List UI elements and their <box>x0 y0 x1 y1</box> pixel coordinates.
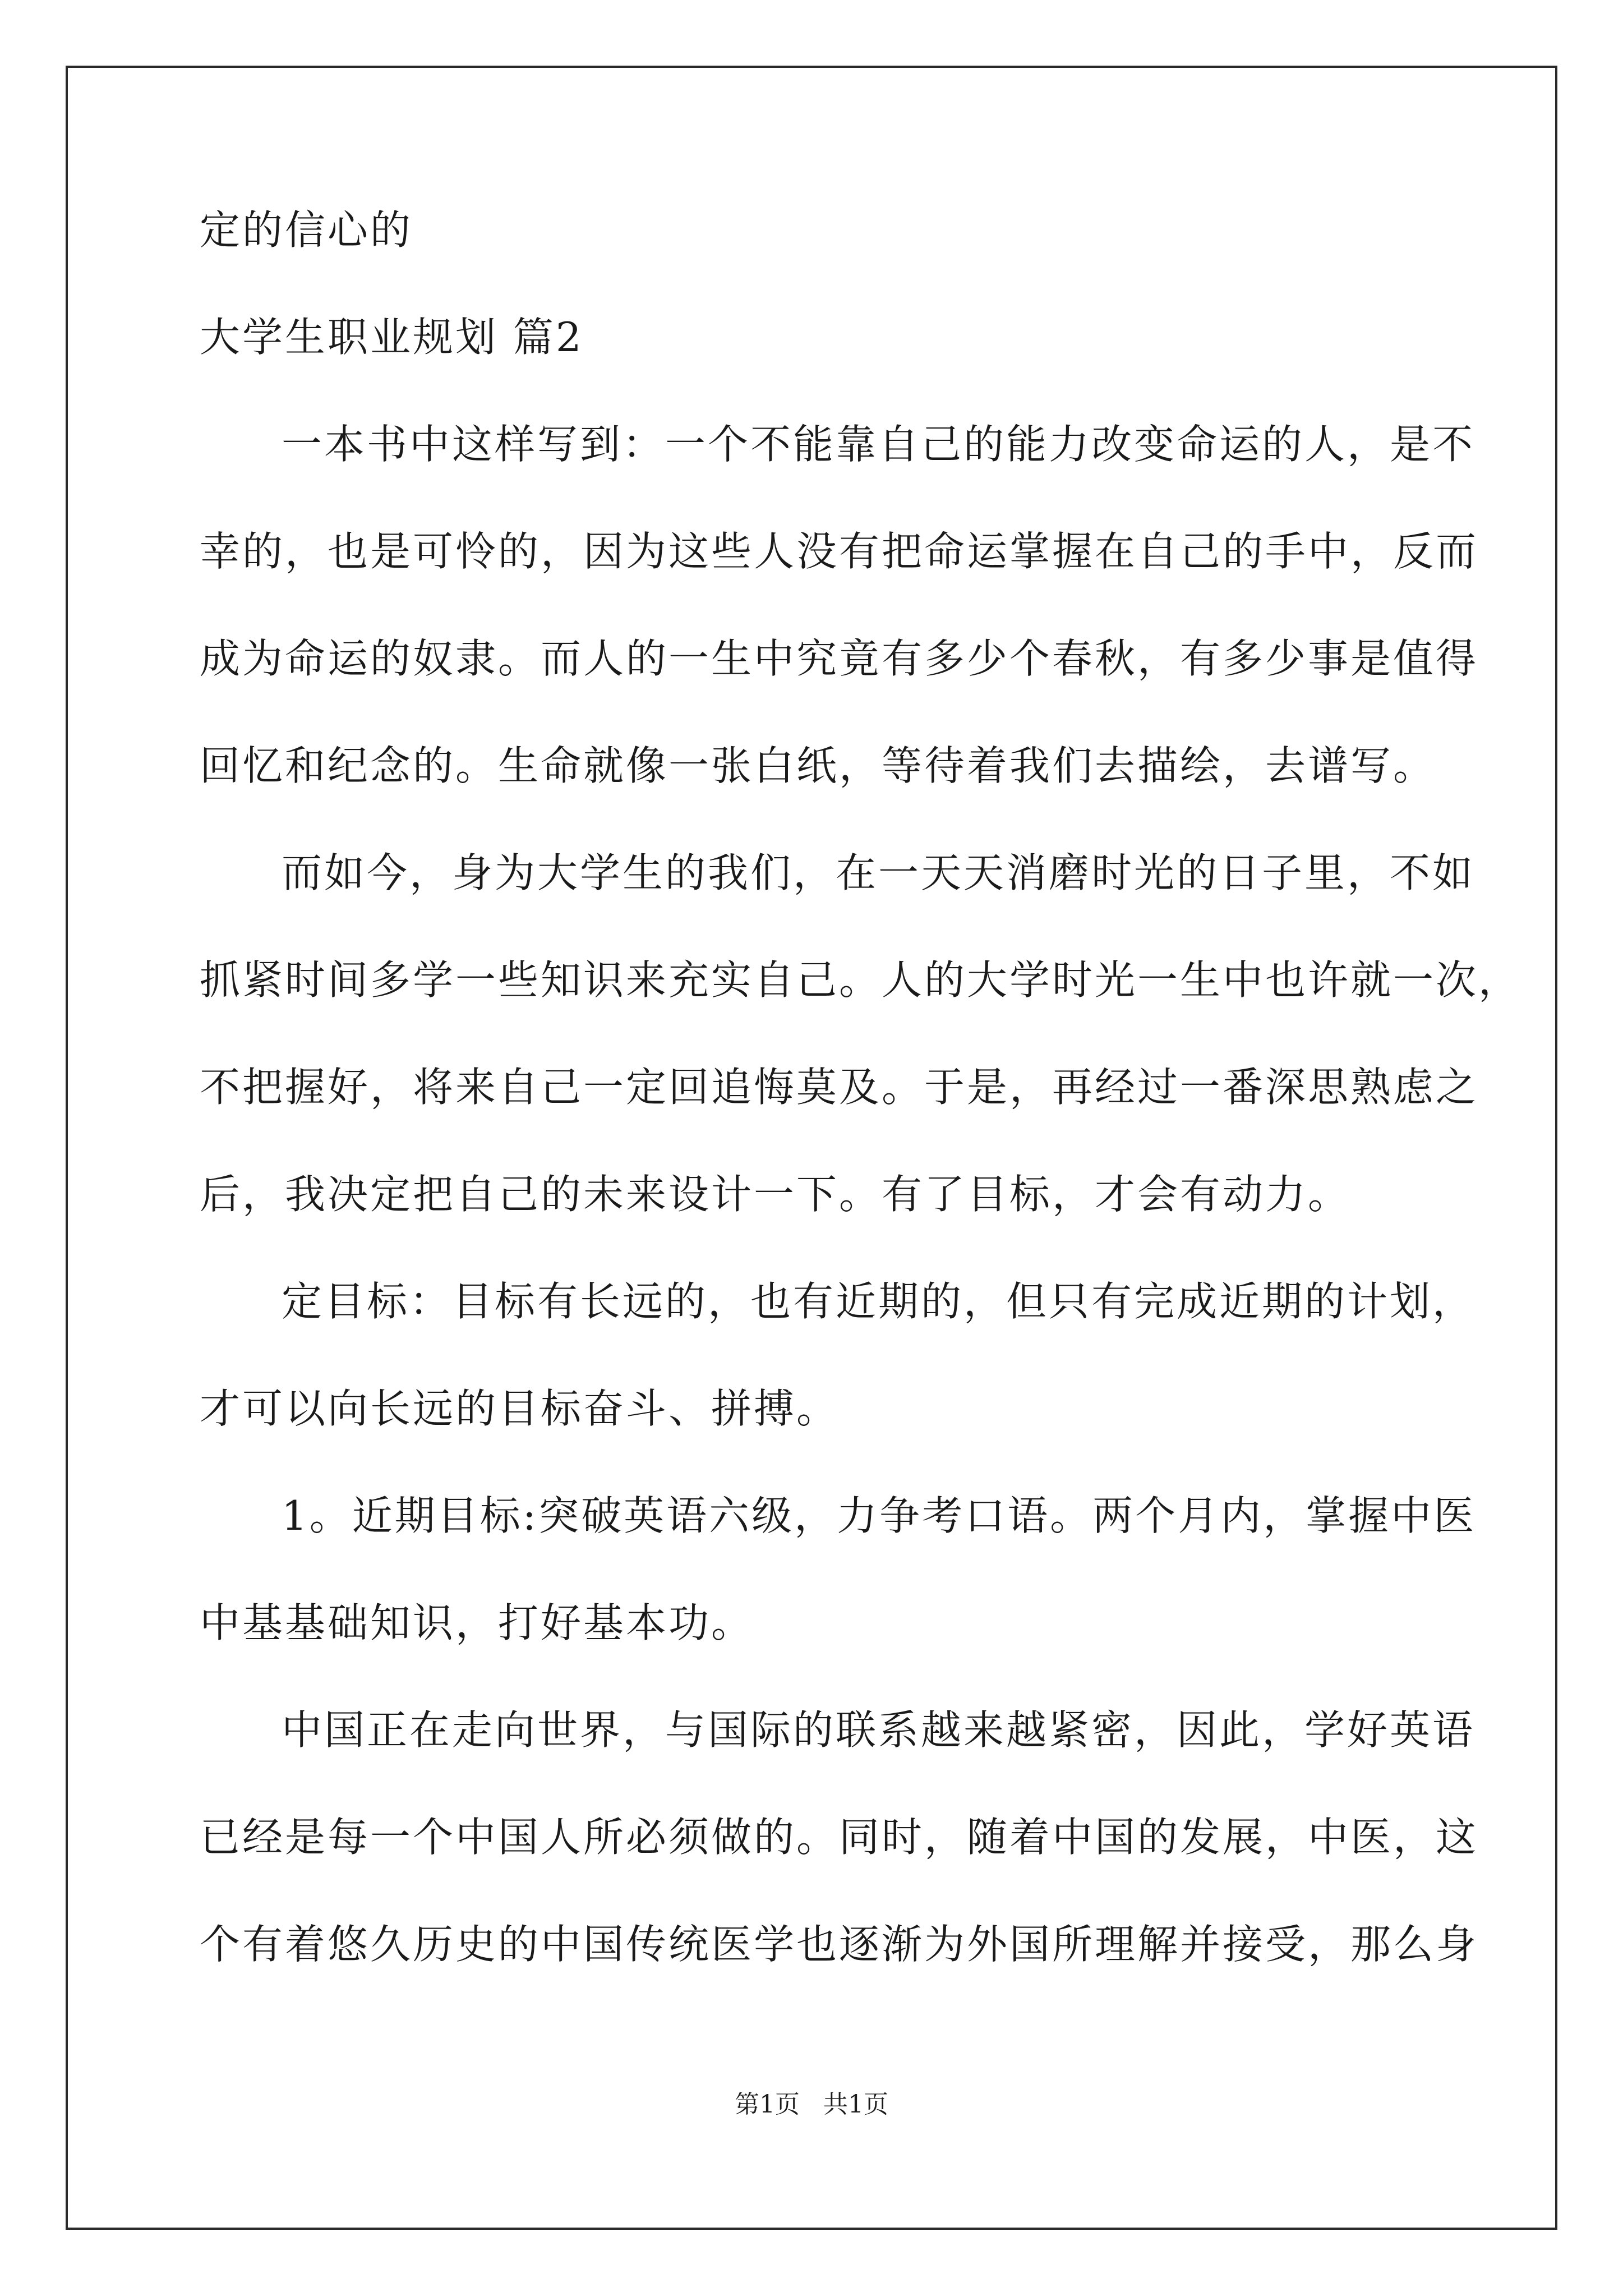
paragraph-1-line-4: 回忆和纪念的。生命就像一张白纸，等待着我们去描绘，去谱写。 <box>200 742 1436 789</box>
paragraph-2-line-1: 而如今，身为大学生的我们，在一天天消磨时光的日子里，不如 <box>282 849 1476 896</box>
paragraph-5-line-1: 中国正在走向世界，与国际的联系越来越紧密，因此，学好英语 <box>282 1706 1476 1754</box>
paragraph-2-line-3: 不把握好，将来自己一定回追悔莫及。于是，再经过一番深思熟虑之 <box>200 1064 1479 1111</box>
paragraph-2-line-2: 抓紧时间多学一些知识来充实自己。人的大学时光一生中也许就一次， <box>200 956 1521 1004</box>
paragraph-1-line-1: 一本书中这样写到：一个不能靠自己的能力改变命运的人，是不 <box>282 421 1476 468</box>
paragraph-3-line-2: 才可以向长远的目标奋斗、拼搏。 <box>200 1385 840 1432</box>
paragraph-4-line-2: 中基基础知识，打好基本功。 <box>200 1599 754 1646</box>
paragraph-5-line-2: 已经是每一个中国人所必须做的。同时，随着中国的发展，中医，这 <box>200 1814 1479 1861</box>
paragraph-1-line-3: 成为命运的奴隶。而人的一生中究竟有多少个春秋，有多少事是值得 <box>200 635 1479 682</box>
page-footer: 第1页 共1页 <box>735 2090 888 2119</box>
paragraph-3-line-1: 定目标：目标有长远的，也有近期的，但只有完成近期的计划， <box>282 1278 1476 1325</box>
text-line-continuation: 定的信心的 <box>200 206 413 254</box>
paragraph-2-line-4: 后，我决定把自己的未来设计一下。有了目标，才会有动力。 <box>200 1171 1351 1218</box>
section-heading: 大学生职业规划 篇2 <box>200 314 584 361</box>
paragraph-4-line-1: 1。近期目标:突破英语六级，力争考口语。两个月内，掌握中医 <box>282 1492 1477 1539</box>
paragraph-1-line-2: 幸的，也是可怜的，因为这些人没有把命运掌握在自己的手中，反而 <box>200 528 1479 575</box>
document-body <box>200 202 1521 2023</box>
paragraph-5-line-3: 个有着悠久历史的中国传统医学也逐渐为外国所理解并接受，那么身 <box>200 1921 1479 1968</box>
